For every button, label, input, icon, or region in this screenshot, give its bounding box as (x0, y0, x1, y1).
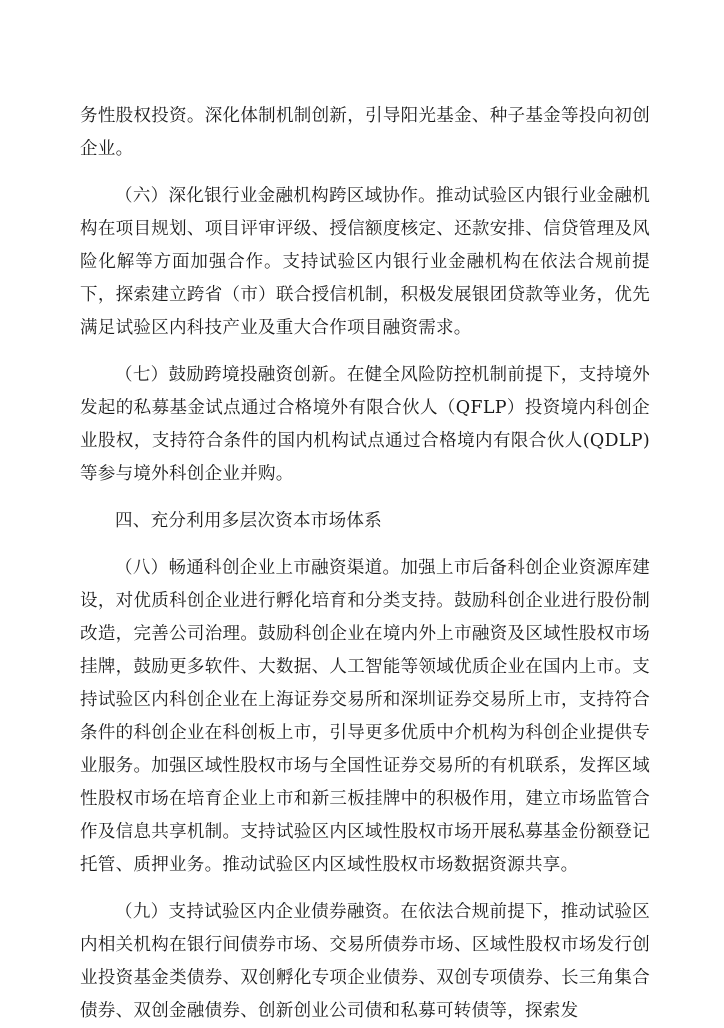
paragraph-continuation: 务性股权投资。深化体制机制创新，引导阳光基金、种子基金等投向初创企业。 (80, 106, 650, 159)
paragraph-section-8: （八）畅通科创企业上市融资渠道。加强上市后备科创企业资源库建设，对优质科创企业进行孵化培育和分类支持。鼓励科创企业进行股份制改造，完善公司治理。鼓励科创企业在境内外上市融资及区域性股权市场挂牌，鼓励更多软件、大数据、人工智能等领域优质企业在国内上市。支持试验区内科创企业在上海证券交易所和深圳证券交易所上市，支持符合条件的科创企业在科创板上市，引导更多优质中介机构为科创企业提供专业服务。加强区域性股权市场与全国性证券交易所的有机联系，发挥区域性股权市场在培育企业上市和新三板挂牌中的积极作用，建立市场监管合作及信息共享机制。支持试验区内区域性股权市场开展私募基金份额登记托管、质押业务。推动试验区内区域性股权市场数据资源共享。 (80, 558, 650, 875)
document-page (80, 100, 650, 1028)
section-heading-4: 四、充分利用多层次资本市场体系 (115, 511, 382, 531)
paragraph-section-6: （六）深化银行业金融机构跨区域协作。推动试验区内银行业金融机构在项目规划、项目评审评级、授信额度核定、还款安排、信贷管理及风险化解等方面加强合作。支持试验区内银行业金融机构在依法合规前提下，探索建立跨省（市）联合授信机制，积极发展银团贷款等业务，优先满足试验区内科技产业及重大合作项目融资需求。 (80, 186, 650, 338)
paragraph-section-9: （九）支持试验区内企业债券融资。在依法合规前提下，推动试验区内相关机构在银行间债券市场、交易所债券市场、区域性股权市场发行创业投资基金类债券、双创孵化专项企业债券、双创专项债券、长三角集合债券、双创金融债券、创新创业公司债和私募可转债等，探索发 (80, 902, 650, 1021)
paragraph-section-7: （七）鼓励跨境投融资创新。在健全风险防控机制前提下，支持境外发起的私募基金试点通过合格境外有限合伙人（QFLP）投资境内科创企业股权，支持符合条件的国内机构试点通过合格境内有限合伙人(QDLP)等参与境外科创企业并购。 (80, 365, 650, 484)
